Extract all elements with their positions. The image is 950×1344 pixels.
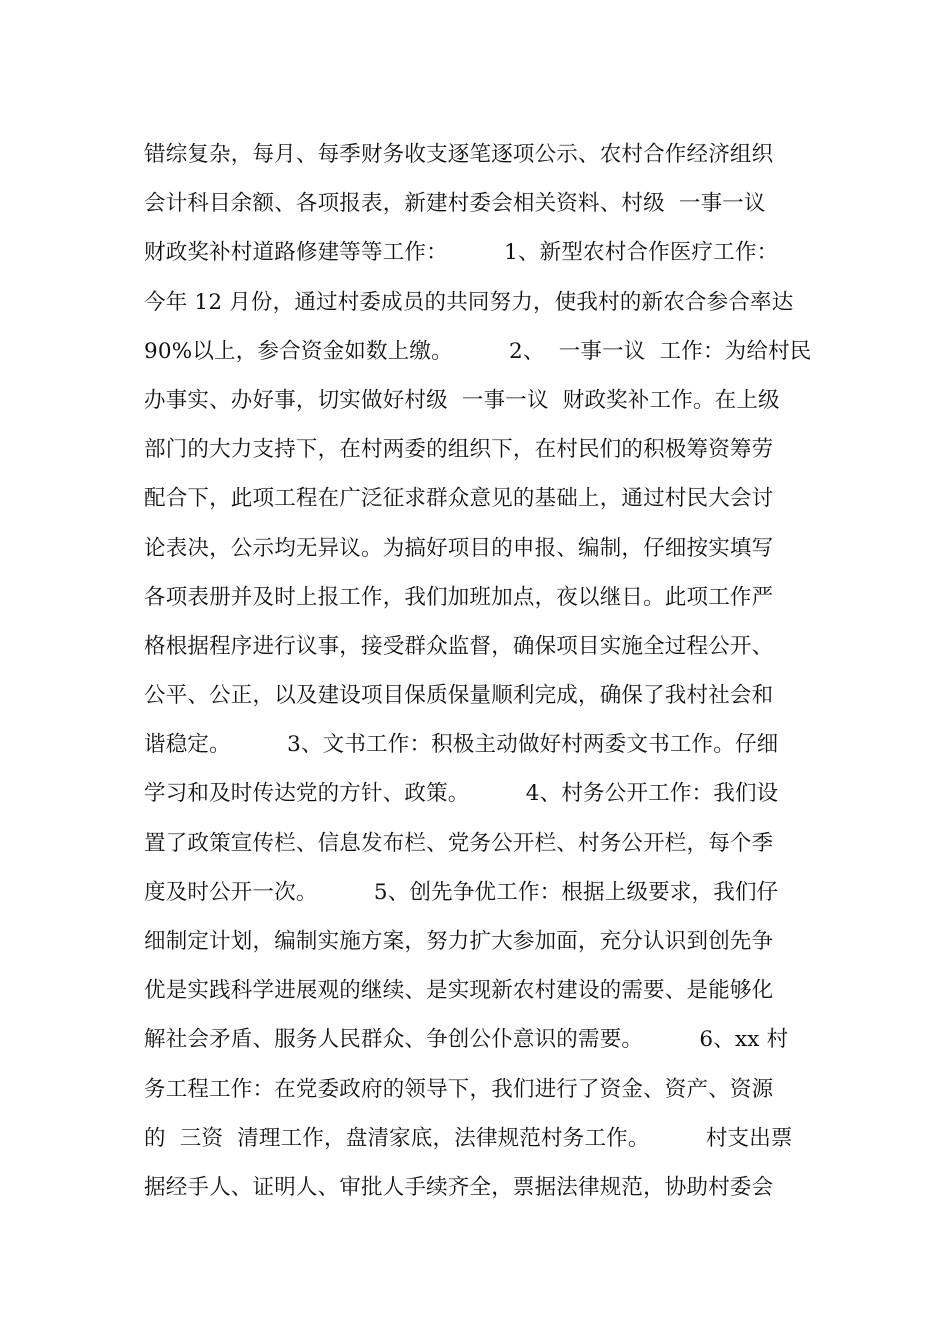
text-line-10: 各项表册并及时上报工作，我们加班加点，夜以继日。此项工作严 — [144, 584, 774, 610]
text-line-1: 错综复杂，每月、每季财务收支逐笔逐项公示、农村合作经济组织 — [144, 142, 774, 167]
text-line-4: 今年 12 月份，通过村委成员的共同努力，使我村的新农合参合率达 — [144, 289, 794, 315]
text-line-9: 论表决，公示均无异议。为搞好项目的申报、编制，仔细按实填写 — [144, 535, 774, 561]
text-line-6: 办事实、办好事，切实做好村级 一事一议 财政奖补工作。在上级 — [144, 387, 780, 413]
text-line-14: 学习和及时传达党的方针、政策。 4、村务公开工作：我们设 — [144, 781, 779, 807]
text-line-7: 部门的大力支持下，在村两委的组织下，在村民们的积极筹资筹劳 — [144, 437, 774, 463]
text-line-3: 财政奖补村道路修建等等工作： 1、新型农村合作医疗工作： — [144, 240, 779, 266]
text-line-13: 谐稳定。 3、文书工作：积极主动做好村两委文书工作。仔细 — [144, 732, 779, 758]
text-line-8: 配合下，此项工程在广泛征求群众意见的基础上，通过村民大会讨 — [144, 486, 774, 512]
body-text — [144, 130, 814, 1212]
text-line-12: 公平、公正，以及建设项目保质保量顺利完成，确保了我村社会和 — [144, 683, 774, 709]
text-line-15: 置了政策宣传栏、信息发布栏、党务公开栏、村务公开栏，每个季 — [144, 830, 774, 856]
text-line-17: 细制定计划，编制实施方案，努力扩大参加面，充分认识到创先争 — [144, 929, 774, 954]
text-line-5: 90%以上，参合资金如数上缴。 2、 一事一议 工作：为给村民 — [144, 338, 812, 364]
text-line-20: 务工程工作：在党委政府的领导下，我们进行了资金、资产、资源 — [144, 1076, 774, 1102]
text-line-16: 度及时公开一次。 5、创先争优工作：根据上级要求，我们仔 — [144, 879, 779, 905]
text-line-11: 格根据程序进行议事，接受群众监督，确保项目实施全过程公开、 — [144, 633, 774, 659]
text-line-18: 优是实践科学进展观的继续、是实现新农村建设的需要、是能够化 — [144, 978, 774, 1004]
text-line-22: 据经手人、证明人、审批人手续齐全，票据法律规范，协助村委会 — [144, 1174, 774, 1200]
text-line-2: 会计科目余额、各项报表，新建村委会相关资料、村级 一事一议 — [144, 191, 766, 217]
text-line-19: 解社会矛盾、服务人民群众、争创公仆意识的需要。 6、xx 村 — [144, 1027, 789, 1053]
text-line-21: 的 三资 清理工作，盘清家底，法律规范村务工作。 村支出票 — [144, 1125, 793, 1151]
